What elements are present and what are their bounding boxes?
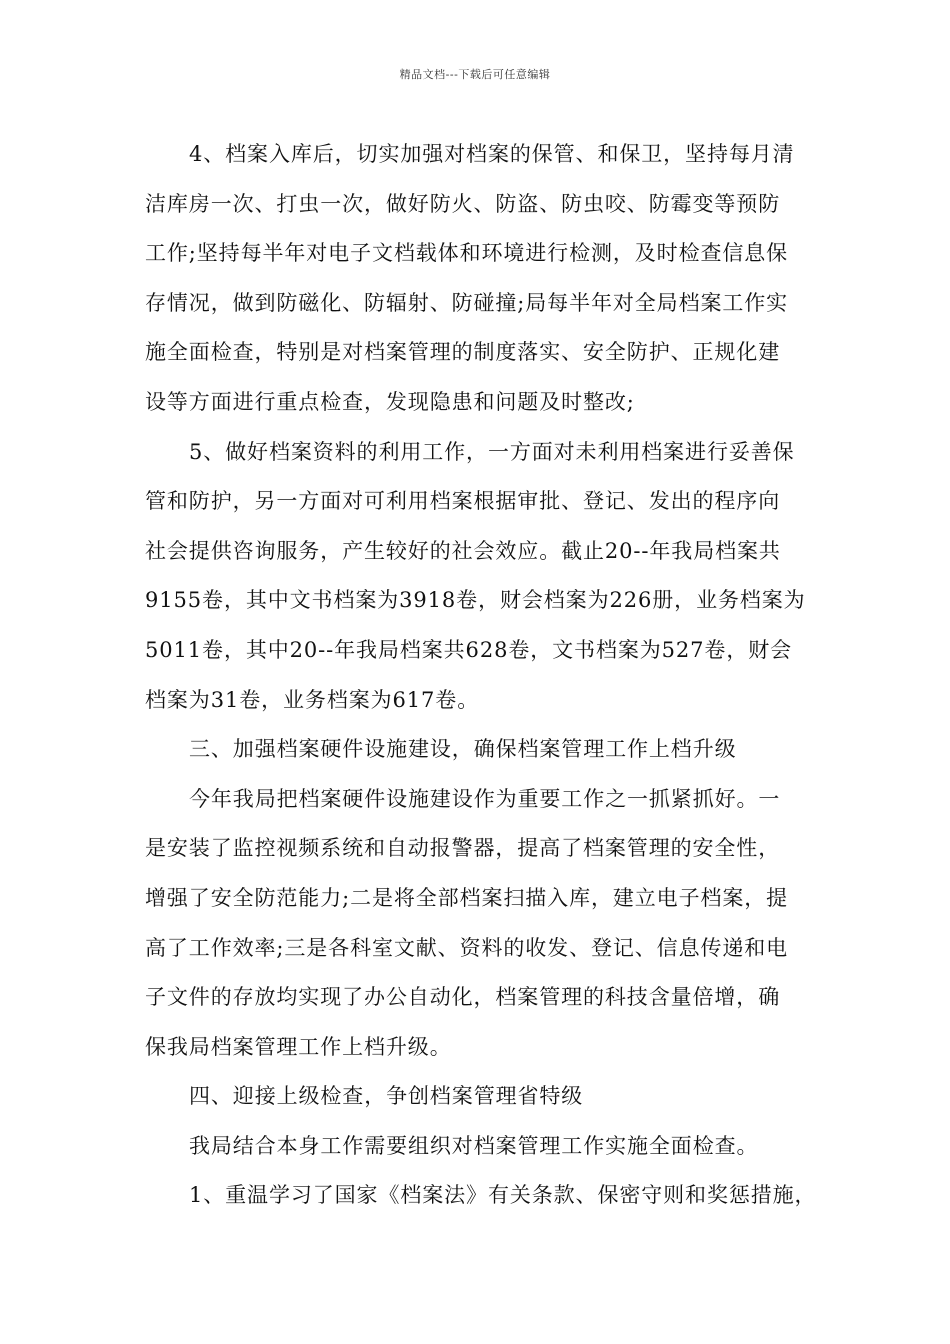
- paragraph-line: 档案为31卷，业务档案为617卷。: [145, 687, 480, 712]
- paragraph-line: 工作;坚持每半年对电子文档载体和环境进行检测，及时检查信息保: [145, 241, 789, 266]
- paragraph-line: 4、档案入库后，切实加强对档案的保管、和保卫，坚持每月清: [189, 142, 795, 166]
- paragraph-line: 社会提供咨询服务，产生较好的社会效应。截止20--年我局档案共: [145, 538, 781, 563]
- paragraph-line: 5、做好档案资料的利用工作，一方面对未利用档案进行妥善保: [189, 439, 795, 464]
- paragraph-line: 5011卷，其中20--年我局档案共628卷，文书档案为527卷，财会: [145, 637, 793, 662]
- paragraph-line: 9155卷，其中文书档案为3918卷，财会档案为226册，业务档案为: [145, 588, 806, 613]
- section-heading: 四、迎接上级检查，争创档案管理省特级: [189, 1084, 584, 1109]
- paragraph-line: 增强了安全防范能力;二是将全部档案扫描入库，建立电子档案，提: [145, 885, 789, 910]
- paragraph-line: 我局结合本身工作需要组织对档案管理工作实施全面检查。: [189, 1133, 759, 1158]
- paragraph-line: 1、重温学习了国家《档案法》有关条款、保密守则和奖惩措施，: [189, 1183, 817, 1208]
- page-header: 精品文档---下载后可任意编辑: [399, 68, 551, 81]
- paragraph-line: 存情况，做到防磁化、防辐射、防碰撞;局每半年对全局档案工作实: [145, 290, 789, 315]
- paragraph-line: 保我局档案管理工作上档升级。: [145, 1034, 452, 1059]
- paragraph-line: 管和防护，另一方面对可利用档案根据审批、登记、发出的程序向: [145, 489, 781, 514]
- paragraph-line: 高了工作效率;三是各科室文献、资料的收发、登记、信息传递和电: [145, 935, 789, 960]
- paragraph-line: 今年我局把档案硬件设施建设作为重要工作之一抓紧抓好。一: [189, 786, 781, 811]
- paragraph-line: 洁库房一次、打虫一次，做好防火、防盗、防虫咬、防霉变等预防: [145, 191, 781, 216]
- paragraph-line: 是安装了监控视频系统和自动报警器，提高了档案管理的安全性，: [145, 836, 781, 861]
- paragraph-line: 设等方面进行重点检查，发现隐患和问题及时整改;: [145, 389, 635, 414]
- document-body: [145, 130, 817, 1221]
- paragraph-line: 施全面检查，特别是对档案管理的制度落实、安全防护、正规化建: [145, 340, 781, 365]
- paragraph-line: 子文件的存放均实现了办公自动化，档案管理的科技含量倍增，确: [145, 985, 781, 1010]
- section-heading: 三、加强档案硬件设施建设，确保档案管理工作上档升级: [189, 737, 737, 762]
